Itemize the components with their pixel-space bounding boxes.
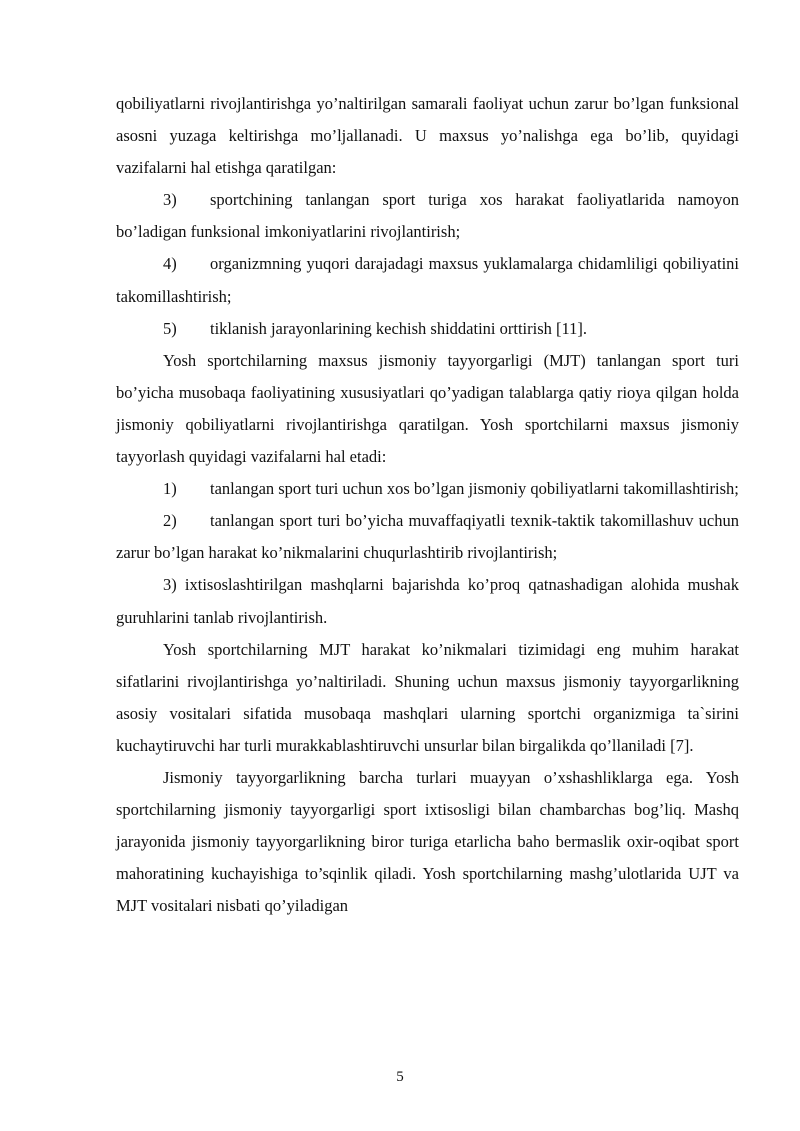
list-number: 4) bbox=[163, 254, 177, 274]
paragraph-mjt-skills: Yosh sportchilarning MJT harakat ko’nikmalari tizimidagi eng muhim harakat sifatlarini rivojlantirishga yo’naltiriladi. Shuning uchun maxsus jismoniy tayyorgarlikning asosiy vositalari sifatida musobaqa mashqlari ularning sportchi organizmiga ta`sirini kuchaytiruvchi har turli murakkablashtiruvchi unsurlar bilan birgalikda qo’llaniladi [7]. bbox=[116, 639, 739, 755]
list-item-3-inline: 3) ixtisoslashtirilgan mashqlarni bajarishda ko’proq qatnashadigan alohida mushak guruhlarini tanlab rivojlantirish. bbox=[116, 575, 739, 627]
list-number: 1) bbox=[163, 479, 177, 499]
page-number: 5 bbox=[396, 1069, 404, 1085]
list-item-5 bbox=[116, 313, 739, 345]
list-item-text: tiklanish jarayonlarining kechish shiddatini orttirish [11]. bbox=[210, 318, 587, 338]
paragraph-continuation: qobiliyatlarni rivojlantirishga yo’naltirilgan samarali faoliyat uchun zarur bo’lgan funksional asosni yuzaga keltirishga mo’ljallanadi. U maxsus yo’nalishga ega bo’lib, quyidagi vazifalarni hal etishga qaratilgan: bbox=[116, 94, 739, 178]
list-item-2 bbox=[116, 505, 739, 569]
paragraph-physical-training: Jismoniy tayyorgarlikning barcha turlari muayyan o’xshashliklarga ega. Yosh sportchilarning jismoniy tayyorgarligi sport ixtisosligi bilan chambarchas bog’liq. Mashq jarayonida jismoniy tayyorgarlikning biror turiga etarlicha baho bermaslik oxir-oqibat sport mahoratining kuchayishiga to’sqinlik qiladi. Yosh sportchilarning mashg’ulotlarida UJT va MJT vositalari nisbati qo’yiladigan bbox=[116, 767, 739, 916]
list-number: 5) bbox=[163, 318, 177, 338]
list-item-text: organizmning yuqori darajadagi maxsus yuklamalarga chidamliligi qobiliyatini takomillashtirish; bbox=[116, 254, 739, 306]
list-item-3 bbox=[116, 184, 739, 248]
paragraph-mjt-intro: Yosh sportchilarning maxsus jismoniy tayyorgarligi (MJT) tanlangan sport turi bo’yicha musobaqa faoliyatining xususiyatlari qo’yadigan talablarga qatiy rioya qilgan holda jismoniy qobiliyatlarni rivojlantirishga qaratilgan. Yosh sportchilarni maxsus jismoniy tayyorlash quyidagi vazifalarni hal etadi: bbox=[116, 350, 739, 467]
page-body bbox=[116, 88, 739, 922]
list-item-text: tanlangan sport turi bo’yicha muvaffaqiyatli texnik-taktik takomillashuv uchun zarur bo’lgan harakat ko’nikmalarini chuqurlashtirib rivojlantirish; bbox=[116, 511, 739, 563]
list-item-4 bbox=[116, 248, 739, 312]
list-number: 3) bbox=[163, 190, 177, 210]
list-item-text: tanlangan sport turi uchun xos bo’lgan jismoniy qobiliyatlarni takomillashtirish; bbox=[210, 479, 739, 499]
list-item-1 bbox=[116, 473, 739, 505]
list-item-text: sportchining tanlangan sport turiga xos harakat faoliyatlarida namoyon bo’ladigan funksional imkoniyatlarini rivojlantirish; bbox=[116, 190, 739, 242]
list-number: 2) bbox=[163, 511, 177, 531]
